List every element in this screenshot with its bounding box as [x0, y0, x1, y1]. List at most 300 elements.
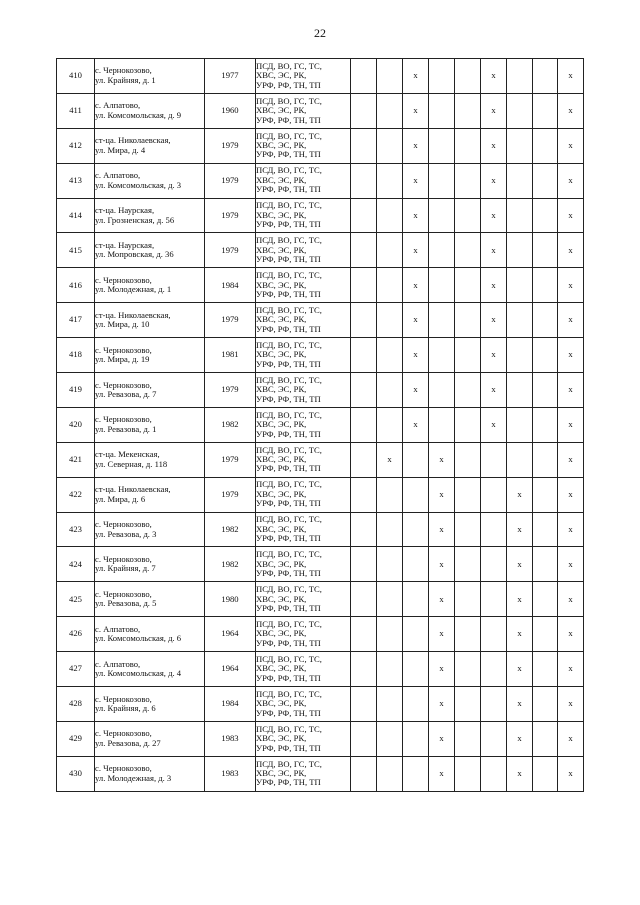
mark-cell [377, 512, 403, 547]
mark-cell [429, 233, 455, 268]
address-cell [95, 477, 205, 512]
address-line: с. Чернокозово, [95, 553, 152, 564]
year-cell: 1982 [205, 407, 256, 442]
mark-cell [377, 59, 403, 94]
work-types-line: УРФ, РФ, ТН, ТП [256, 254, 321, 265]
year-cell: 1979 [205, 442, 256, 477]
mark-cell: x [429, 687, 455, 722]
mark-cell [533, 512, 558, 547]
mark-cell [455, 303, 481, 338]
mark-cell: x [507, 652, 533, 687]
address-cell [95, 373, 205, 408]
mark-cell [377, 617, 403, 652]
mark-cell [351, 547, 377, 582]
row-number: 429 [57, 721, 95, 756]
address-line: с. Чернокозово, [95, 588, 152, 599]
mark-cell: x [558, 652, 584, 687]
work-types-line: ХВС, ЭС, РК, [256, 140, 307, 150]
table-row [57, 756, 584, 791]
work-types-cell [256, 338, 351, 373]
address-line: ст-ца. Наурская, [95, 239, 155, 250]
work-types-line: ПСД, ВО, ГС, ТС, [256, 549, 322, 560]
mark-cell [351, 338, 377, 373]
address-line: ул. Ревазова, д. 1 [95, 423, 157, 434]
work-types-line: ПСД, ВО, ГС, ТС, [256, 235, 322, 246]
address-line: с. Алпатово, [95, 658, 141, 669]
table-row [57, 721, 584, 756]
address-line: с. Чернокозово, [95, 693, 152, 704]
mark-cell [481, 617, 507, 652]
work-types-line: ПСД, ВО, ГС, ТС, [256, 444, 322, 455]
mark-cell [377, 198, 403, 233]
mark-cell [351, 268, 377, 303]
address-cell [95, 59, 205, 94]
work-types-line: ХВС, ЭС, РК, [256, 314, 307, 325]
mark-cell [533, 268, 558, 303]
work-types-cell [256, 477, 351, 512]
address-line: ул. Мира, д. 4 [95, 144, 146, 155]
mark-cell: x [507, 721, 533, 756]
mark-cell: x [429, 582, 455, 617]
mark-cell [377, 303, 403, 338]
mark-cell [429, 93, 455, 128]
mark-cell [481, 582, 507, 617]
address-line: ул. Мира, д. 6 [95, 493, 146, 504]
mark-cell: x [403, 407, 429, 442]
mark-cell: x [403, 303, 429, 338]
mark-cell [377, 687, 403, 722]
mark-cell [351, 756, 377, 791]
year-cell: 1979 [205, 303, 256, 338]
work-types-line: ХВС, ЭС, РК, [256, 698, 307, 709]
mark-cell [481, 721, 507, 756]
work-types-cell [256, 442, 351, 477]
year-cell: 1980 [205, 582, 256, 617]
work-types-line: ПСД, ВО, ГС, ТС, [256, 479, 322, 490]
work-types-line: УРФ, РФ, ТН, ТП [256, 184, 321, 195]
work-types-line: ХВС, ЭС, РК, [256, 349, 307, 360]
work-types-cell [256, 303, 351, 338]
mark-cell [455, 268, 481, 303]
work-types-line: ХВС, ЭС, РК, [256, 70, 307, 81]
mark-cell [377, 268, 403, 303]
mark-cell [377, 93, 403, 128]
year-cell: 1979 [205, 477, 256, 512]
mark-cell: x [558, 547, 584, 582]
row-number: 426 [57, 617, 95, 652]
mark-cell [507, 338, 533, 373]
address-line: ул. Мира, д. 19 [95, 354, 150, 365]
mark-cell [533, 652, 558, 687]
table-row [57, 303, 584, 338]
mark-cell [533, 373, 558, 408]
row-number: 413 [57, 163, 95, 198]
mark-cell [429, 303, 455, 338]
mark-cell: x [507, 512, 533, 547]
mark-cell: x [481, 93, 507, 128]
address-cell [95, 128, 205, 163]
address-line: с. Чернокозово, [95, 519, 152, 530]
address-line: ст-ца. Наурская, [95, 205, 155, 216]
mark-cell [481, 652, 507, 687]
mark-cell [429, 407, 455, 442]
mark-cell [481, 756, 507, 791]
mark-cell: x [558, 582, 584, 617]
mark-cell: x [507, 687, 533, 722]
mark-cell: x [558, 59, 584, 94]
mark-cell [533, 338, 558, 373]
mark-cell [481, 512, 507, 547]
mark-cell [429, 268, 455, 303]
work-types-line: УРФ, РФ, ТН, ТП [256, 219, 321, 230]
mark-cell [455, 442, 481, 477]
mark-cell: x [558, 617, 584, 652]
address-line: с. Алпатово, [95, 623, 141, 634]
work-types-line: УРФ, РФ, ТН, ТП [256, 323, 321, 334]
mark-cell [507, 93, 533, 128]
mark-cell: x [558, 93, 584, 128]
work-types-line: ХВС, ЭС, РК, [256, 663, 307, 674]
mark-cell [507, 442, 533, 477]
work-types-line: ХВС, ЭС, РК, [256, 558, 307, 569]
mark-cell [351, 198, 377, 233]
table-row [57, 198, 584, 233]
mark-cell [455, 233, 481, 268]
work-types-line: ХВС, ЭС, РК, [256, 454, 307, 465]
work-types-cell [256, 547, 351, 582]
mark-cell: x [558, 268, 584, 303]
work-types-cell [256, 617, 351, 652]
work-types-line: УРФ, РФ, ТН, ТП [256, 289, 321, 300]
mark-cell [455, 338, 481, 373]
mark-cell [533, 198, 558, 233]
mark-cell [533, 442, 558, 477]
table-row [57, 338, 584, 373]
work-types-line: УРФ, РФ, ТН, ТП [256, 742, 321, 753]
address-line: ул. Ревазова, д. 7 [95, 388, 157, 399]
mark-cell [507, 303, 533, 338]
mark-cell [403, 617, 429, 652]
mark-cell [351, 477, 377, 512]
mark-cell: x [403, 198, 429, 233]
year-cell: 1982 [205, 512, 256, 547]
year-cell: 1979 [205, 128, 256, 163]
row-number: 417 [57, 303, 95, 338]
mark-cell [429, 128, 455, 163]
work-types-line: ХВС, ЭС, РК, [256, 419, 307, 430]
row-number: 430 [57, 756, 95, 791]
work-types-cell [256, 756, 351, 791]
work-types-line: ПСД, ВО, ГС, ТС, [256, 305, 322, 315]
mark-cell [429, 163, 455, 198]
mark-cell [377, 233, 403, 268]
mark-cell [351, 652, 377, 687]
mark-cell [351, 233, 377, 268]
mark-cell [377, 163, 403, 198]
work-types-line: ПСД, ВО, ГС, ТС, [256, 339, 322, 350]
work-types-line: УРФ, РФ, ТН, ТП [256, 672, 321, 683]
mark-cell: x [429, 512, 455, 547]
address-cell [95, 617, 205, 652]
mark-cell [455, 373, 481, 408]
address-cell [95, 652, 205, 687]
mark-cell [351, 303, 377, 338]
mark-cell [351, 721, 377, 756]
mark-cell [533, 687, 558, 722]
mark-cell [455, 547, 481, 582]
mark-cell: x [481, 233, 507, 268]
address-cell [95, 233, 205, 268]
mark-cell [481, 477, 507, 512]
mark-cell: x [558, 687, 584, 722]
address-line: с. Чернокозово, [95, 728, 152, 739]
row-number: 424 [57, 547, 95, 582]
mark-cell [455, 477, 481, 512]
mark-cell [481, 442, 507, 477]
mark-cell: x [481, 338, 507, 373]
mark-cell: x [507, 582, 533, 617]
row-number: 420 [57, 407, 95, 442]
mark-cell [377, 477, 403, 512]
work-types-line: ПСД, ВО, ГС, ТС, [256, 95, 322, 106]
mark-cell [533, 582, 558, 617]
mark-cell [533, 233, 558, 268]
row-number: 418 [57, 338, 95, 373]
work-types-line: УРФ, РФ, ТН, ТП [256, 533, 321, 544]
row-number: 410 [57, 59, 95, 94]
work-types-cell [256, 233, 351, 268]
address-line: с. Чернокозово, [95, 274, 152, 285]
mark-cell [403, 442, 429, 477]
work-types-line: ХВС, ЭС, РК, [256, 768, 307, 779]
mark-cell [533, 303, 558, 338]
mark-cell [455, 652, 481, 687]
mark-cell: x [558, 233, 584, 268]
year-cell: 1982 [205, 547, 256, 582]
mark-cell [455, 59, 481, 94]
mark-cell [533, 59, 558, 94]
work-types-line: УРФ, РФ, ТН, ТП [256, 358, 321, 369]
address-line: ул. Комсомольская, д. 6 [95, 633, 182, 644]
table-row [57, 163, 584, 198]
mark-cell: x [507, 477, 533, 512]
mark-cell: x [558, 407, 584, 442]
row-number: 427 [57, 652, 95, 687]
address-line: ул. Комсомольская, д. 4 [95, 668, 182, 679]
row-number: 422 [57, 477, 95, 512]
mark-cell [403, 652, 429, 687]
mark-cell: x [558, 477, 584, 512]
row-number: 416 [57, 268, 95, 303]
mark-cell: x [481, 407, 507, 442]
mark-cell: x [507, 547, 533, 582]
address-line: с. Чернокозово, [95, 763, 152, 774]
work-types-cell [256, 512, 351, 547]
work-types-cell [256, 198, 351, 233]
work-types-line: УРФ, РФ, ТН, ТП [256, 428, 321, 439]
mark-cell [455, 721, 481, 756]
mark-cell: x [403, 93, 429, 128]
mark-cell [403, 721, 429, 756]
work-types-line: УРФ, РФ, ТН, ТП [256, 603, 321, 614]
mark-cell [455, 687, 481, 722]
work-types-cell [256, 687, 351, 722]
mark-cell [533, 721, 558, 756]
mark-cell [533, 128, 558, 163]
mark-cell: x [507, 617, 533, 652]
row-number: 425 [57, 582, 95, 617]
work-types-line: ХВС, ЭС, РК, [256, 105, 307, 116]
work-types-line: УРФ, РФ, ТН, ТП [256, 393, 321, 404]
mark-cell: x [481, 59, 507, 94]
work-types-line: ХВС, ЭС, РК, [256, 488, 307, 499]
mark-cell [429, 338, 455, 373]
mark-cell [403, 756, 429, 791]
mark-cell: x [403, 59, 429, 94]
table-row [57, 93, 584, 128]
work-types-line: ПСД, ВО, ГС, ТС, [256, 758, 322, 769]
address-cell [95, 303, 205, 338]
mark-cell: x [558, 373, 584, 408]
year-cell: 1984 [205, 268, 256, 303]
mark-cell [507, 373, 533, 408]
address-line: ст-ца. Николаевская, [95, 484, 171, 495]
work-types-line: ПСД, ВО, ГС, ТС, [256, 619, 322, 630]
work-types-cell [256, 582, 351, 617]
mark-cell [351, 93, 377, 128]
mark-cell: x [558, 303, 584, 338]
mark-cell [377, 721, 403, 756]
work-types-line: ПСД, ВО, ГС, ТС, [256, 130, 322, 141]
mark-cell [455, 512, 481, 547]
work-types-cell [256, 268, 351, 303]
table-row [57, 59, 584, 94]
year-cell: 1964 [205, 652, 256, 687]
mark-cell [351, 687, 377, 722]
year-cell: 1983 [205, 721, 256, 756]
work-types-line: ХВС, ЭС, РК, [256, 593, 307, 604]
work-types-cell [256, 652, 351, 687]
work-types-line: ХВС, ЭС, РК, [256, 628, 307, 639]
mark-cell [429, 198, 455, 233]
year-cell: 1981 [205, 338, 256, 373]
mark-cell [455, 756, 481, 791]
mark-cell: x [429, 721, 455, 756]
mark-cell [455, 93, 481, 128]
mark-cell [377, 128, 403, 163]
row-number: 423 [57, 512, 95, 547]
table-row [57, 407, 584, 442]
row-number: 421 [57, 442, 95, 477]
page-number: 22 [314, 26, 326, 40]
work-types-line: ПСД, ВО, ГС, ТС, [256, 584, 322, 595]
work-types-line: ПСД, ВО, ГС, ТС, [256, 688, 322, 699]
mark-cell: x [558, 756, 584, 791]
address-line: ул. Крайняя, д. 6 [95, 702, 156, 713]
work-types-line: ХВС, ЭС, РК, [256, 174, 307, 185]
work-types-cell [256, 373, 351, 408]
address-line: с. Чернокозово, [95, 65, 152, 76]
work-types-line: УРФ, РФ, ТН, ТП [256, 114, 321, 125]
table-row [57, 268, 584, 303]
mark-cell: x [481, 268, 507, 303]
mark-cell: x [558, 163, 584, 198]
mark-cell [403, 477, 429, 512]
mark-cell [351, 163, 377, 198]
table-row [57, 477, 584, 512]
work-types-line: ПСД, ВО, ГС, ТС, [256, 653, 322, 664]
work-types-cell [256, 59, 351, 94]
mark-cell [377, 582, 403, 617]
address-line: ул. Грозненская, д. 56 [95, 214, 175, 225]
year-cell: 1984 [205, 687, 256, 722]
address-cell [95, 756, 205, 791]
row-number: 414 [57, 198, 95, 233]
mark-cell [533, 547, 558, 582]
work-types-line: ПСД, ВО, ГС, ТС, [256, 409, 322, 420]
mark-cell [455, 198, 481, 233]
mark-cell [507, 268, 533, 303]
mark-cell [533, 477, 558, 512]
address-line: ул. Северная, д. 118 [95, 458, 168, 469]
table-row [57, 442, 584, 477]
mark-cell [377, 338, 403, 373]
mark-cell [533, 163, 558, 198]
address-line: с. Алпатово, [95, 100, 141, 111]
mark-cell [507, 163, 533, 198]
mark-cell [351, 59, 377, 94]
work-types-line: ПСД, ВО, ГС, ТС, [256, 200, 322, 211]
mark-cell [403, 512, 429, 547]
mark-cell: x [558, 721, 584, 756]
mark-cell [351, 128, 377, 163]
address-cell [95, 268, 205, 303]
mark-cell [429, 59, 455, 94]
mark-cell: x [558, 198, 584, 233]
address-cell [95, 407, 205, 442]
address-line: ул. Ревазова, д. 5 [95, 598, 157, 609]
mark-cell [455, 163, 481, 198]
mark-cell: x [481, 198, 507, 233]
year-cell: 1979 [205, 163, 256, 198]
mark-cell: x [481, 128, 507, 163]
mark-cell [351, 582, 377, 617]
address-line: ул. Мопровская, д. 36 [95, 249, 174, 260]
address-line: ул. Крайняя, д. 7 [95, 563, 156, 574]
mark-cell [351, 617, 377, 652]
mark-cell [351, 407, 377, 442]
mark-cell: x [403, 128, 429, 163]
address-line: ст-ца. Николаевская, [95, 309, 171, 320]
work-types-cell [256, 163, 351, 198]
work-types-line: УРФ, РФ, ТН, ТП [256, 568, 321, 579]
work-types-line: УРФ, РФ, ТН, ТП [256, 463, 321, 474]
year-cell: 1964 [205, 617, 256, 652]
mark-cell [481, 547, 507, 582]
address-line: с. Чернокозово, [95, 414, 152, 425]
mark-cell [533, 617, 558, 652]
address-cell [95, 338, 205, 373]
table-row [57, 547, 584, 582]
year-cell: 1979 [205, 373, 256, 408]
mark-cell: x [429, 547, 455, 582]
work-types-line: ХВС, ЭС, РК, [256, 244, 307, 255]
row-number: 415 [57, 233, 95, 268]
table-row [57, 617, 584, 652]
address-line: ул. Молодежная, д. 1 [95, 284, 172, 295]
mark-cell: x [403, 163, 429, 198]
work-types-line: ХВС, ЭС, РК, [256, 384, 307, 395]
